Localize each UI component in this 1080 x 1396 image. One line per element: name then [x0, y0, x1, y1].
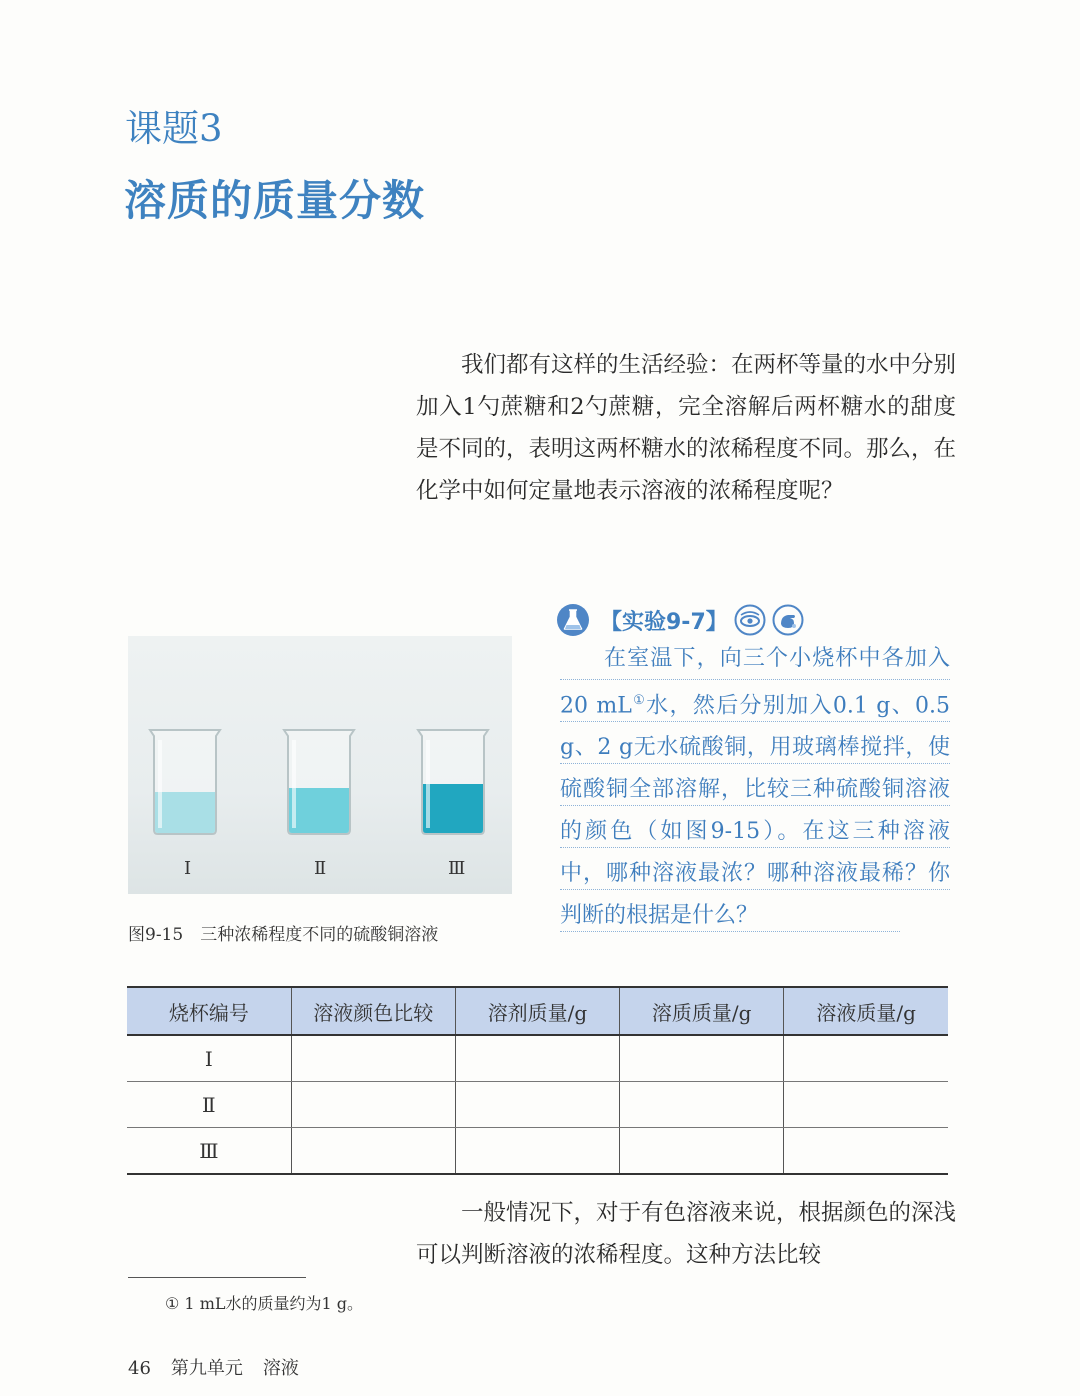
table-header-row — [127, 987, 948, 1035]
footnote: ① 1 mL水的质量约为1 g。 — [165, 1294, 364, 1313]
table-cell — [291, 1082, 455, 1128]
dotted-rule — [560, 805, 950, 806]
footnote-rule — [128, 1277, 306, 1278]
table-cell — [620, 1035, 784, 1082]
table-cell — [784, 1035, 948, 1082]
experiment-label: 【实验9-7】 — [600, 609, 728, 635]
experiment-text-part1: 在室温下，向三个小烧杯中各加入20 mL — [560, 646, 950, 719]
beaker-number: Ⅱ — [127, 1082, 291, 1128]
beakers-photo — [128, 636, 512, 894]
table-cell — [291, 1035, 455, 1082]
dotted-rule — [560, 931, 900, 932]
intro-block — [416, 344, 956, 512]
table-cell — [455, 1082, 619, 1128]
col-header-color: 溶液颜色比较 — [291, 987, 455, 1035]
col-header-solvent: 溶剂质量/g — [455, 987, 619, 1035]
beaker-1 — [144, 726, 226, 838]
beaker-number: Ⅰ — [127, 1035, 291, 1082]
table-cell — [620, 1082, 784, 1128]
table-row — [127, 1082, 948, 1128]
continuation-block — [416, 1192, 956, 1276]
figure-caption: 图9-15 三种浓稀程度不同的硫酸铜溶液 — [128, 925, 439, 945]
beaker-number: Ⅲ — [127, 1128, 291, 1175]
beaker-label-3: Ⅲ — [448, 858, 466, 879]
experiment-text-part2: 水，然后分别加入0.1 g、0.5 g、2 g无水硫酸铜，用玻璃棒搅拌，使硫酸铜全部溶解，比较三种硫酸铜溶液的颜色（如图9-15）。在这三种溶液中，哪种溶液最浓？哪种溶液最稀？你判断的根据是什么？ — [560, 693, 950, 929]
dotted-rule — [560, 721, 950, 722]
beaker-2 — [278, 726, 360, 838]
flask-icon — [556, 603, 590, 637]
beaker-label-2: Ⅱ — [314, 858, 327, 879]
col-header-beaker: 烧杯编号 — [127, 987, 291, 1035]
continuation-paragraph: 一般情况下，对于有色溶液来说，根据颜色的深浅可以判断溶液的浓稀程度。这种方法比较 — [416, 1200, 957, 1268]
table-cell — [291, 1128, 455, 1175]
dotted-rule — [560, 847, 950, 848]
lesson-number: 课题3 — [125, 107, 223, 150]
table-row — [127, 1128, 948, 1175]
experiment-table — [127, 986, 948, 1175]
hand-wash-icon — [772, 604, 804, 636]
col-header-solute: 溶质质量/g — [620, 987, 784, 1035]
experiment-header — [556, 602, 804, 638]
table-row — [127, 1035, 948, 1082]
eye-safety-icon — [734, 604, 766, 636]
experiment-paragraph — [560, 638, 950, 937]
lesson-title: 溶质的质量分数 — [124, 176, 426, 225]
dotted-rule — [560, 889, 950, 890]
table-cell — [784, 1128, 948, 1175]
unit-title: 溶液 — [262, 1358, 299, 1379]
table-cell — [455, 1035, 619, 1082]
beaker-3 — [412, 726, 494, 838]
footnote-marker: ① — [631, 693, 647, 708]
unit-name: 第九单元 — [170, 1358, 243, 1379]
table-cell — [620, 1128, 784, 1175]
page-footer — [128, 1354, 319, 1380]
beaker-label-1: Ⅰ — [184, 858, 192, 879]
col-header-solution: 溶液质量/g — [784, 987, 948, 1035]
table-cell — [455, 1128, 619, 1175]
experiment-text — [560, 638, 950, 937]
dotted-rule — [560, 763, 950, 764]
dotted-rule — [560, 679, 950, 680]
page-number: 46 — [128, 1358, 151, 1379]
table-cell — [784, 1082, 948, 1128]
intro-paragraph: 我们都有这样的生活经验：在两杯等量的水中分别加入1勺蔗糖和2勺蔗糖，完全溶解后两杯糖水的甜度是不同的，表明这两杯糖水的浓稀程度不同。那么，在化学中如何定量地表示溶液的浓稀程度呢？ — [416, 352, 957, 504]
